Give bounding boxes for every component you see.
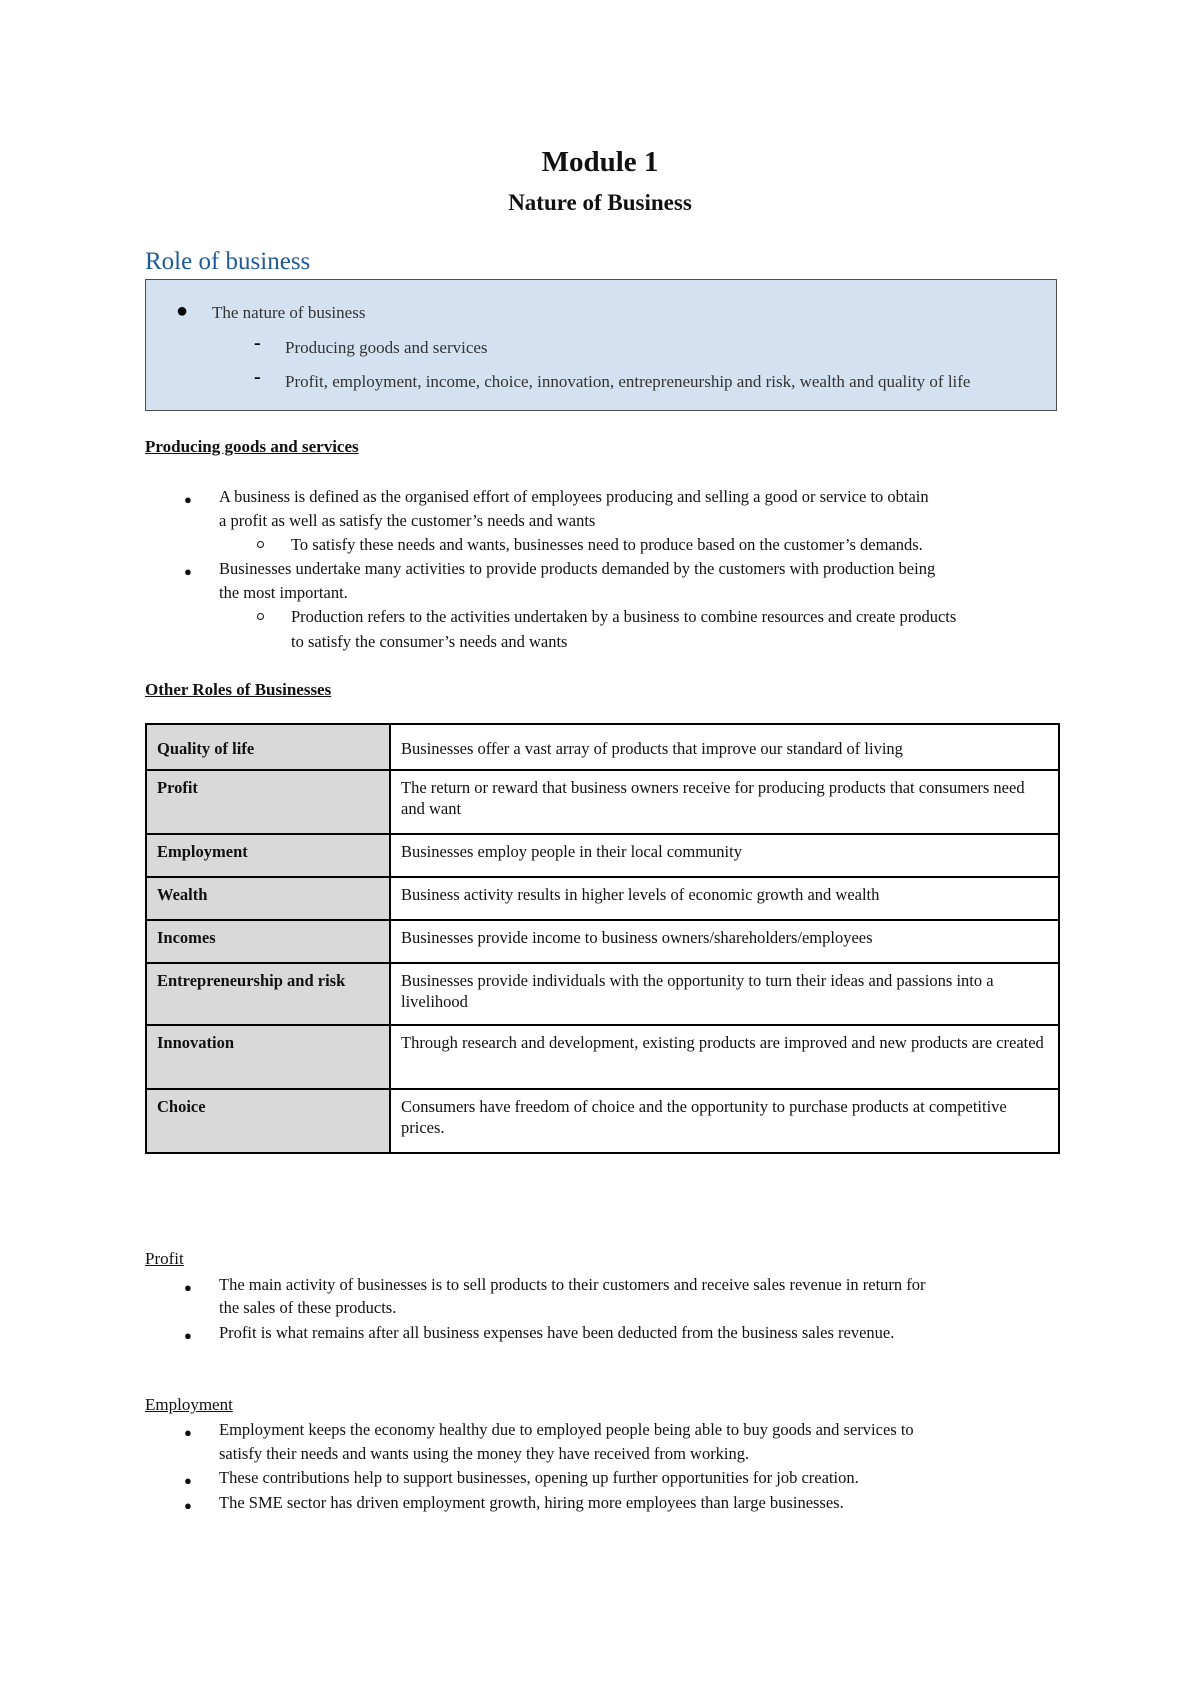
table-row xyxy=(146,963,1059,1025)
table-row xyxy=(146,877,1059,920)
sub-bullet-text-continued: to satisfy the consumer’s needs and wants xyxy=(291,632,568,651)
role-term: Employment xyxy=(146,834,390,877)
summary-dash-item: Profit, employment, income, choice, innovation, entrepreneurship and risk, wealth and quality of life xyxy=(285,372,971,391)
dash-icon: - xyxy=(254,332,261,354)
subheading-other-roles: Other Roles of Businesses xyxy=(145,680,332,699)
roles-table xyxy=(145,723,1060,1154)
bullet-text: Businesses undertake many activities to provide products demanded by the customers with production being xyxy=(219,559,936,578)
role-term: Profit xyxy=(146,770,390,834)
role-term: Entrepreneurship and risk xyxy=(146,963,390,1025)
bullet-icon: ● xyxy=(184,1328,192,1343)
bullet-text: These contributions help to support businesses, opening up further opportunities for job creation. xyxy=(219,1468,859,1487)
bullet-text: A business is defined as the organised effort of employees producing and selling a good or service to obtain xyxy=(219,487,929,506)
bullet-text-continued: satisfy their needs and wants using the money they have received from working. xyxy=(219,1444,750,1463)
table-row xyxy=(146,834,1059,877)
bullet-icon: ● xyxy=(184,1280,192,1295)
bullet-text-continued: a profit as well as satisfy the customer’s needs and wants xyxy=(219,511,596,530)
bullet-icon: ● xyxy=(184,564,192,579)
summary-box xyxy=(145,279,1057,411)
bullet-icon: ● xyxy=(184,1473,192,1488)
bullet-icon: ● xyxy=(184,1498,192,1513)
bullet-text-continued: the most important. xyxy=(219,583,348,602)
bullet-text-continued: the sales of these products. xyxy=(219,1298,397,1317)
hollow-bullet-icon xyxy=(257,613,264,620)
table-row xyxy=(146,920,1059,963)
subheading-profit: Profit xyxy=(145,1249,184,1268)
role-description: Businesses provide income to business owners/shareholders/employees xyxy=(390,920,1059,963)
bullet-text: The main activity of businesses is to sell products to their customers and receive sales revenue in return for xyxy=(219,1275,926,1294)
hollow-bullet-icon xyxy=(257,541,264,548)
role-term: Innovation xyxy=(146,1025,390,1089)
table-row xyxy=(146,1089,1059,1153)
table-row xyxy=(146,770,1059,834)
role-term: Wealth xyxy=(146,877,390,920)
table-row xyxy=(146,724,1059,770)
page-title: Module 1 xyxy=(541,146,659,178)
page-subtitle: Nature of Business xyxy=(508,190,692,215)
bullet-icon: ● xyxy=(176,300,189,322)
role-description: Consumers have freedom of choice and the opportunity to purchase products at competitive prices. xyxy=(390,1089,1059,1153)
role-description: Through research and development, existing products are improved and new products are created xyxy=(390,1025,1059,1089)
bullet-icon: ● xyxy=(184,1425,192,1440)
role-description: Businesses provide individuals with the opportunity to turn their ideas and passions into a livelihood xyxy=(390,963,1059,1025)
role-term: Incomes xyxy=(146,920,390,963)
bullet-text: Profit is what remains after all business expenses have been deducted from the business sales revenue. xyxy=(219,1323,895,1342)
bullet-text: Employment keeps the economy healthy due to employed people being able to buy goods and services to xyxy=(219,1420,914,1439)
role-term: Choice xyxy=(146,1089,390,1153)
bullet-text: The SME sector has driven employment growth, hiring more employees than large businesses. xyxy=(219,1493,844,1512)
bullet-icon: ● xyxy=(184,492,192,507)
role-description: Businesses offer a vast array of products that improve our standard of living xyxy=(390,724,1059,770)
summary-bullet-text: The nature of business xyxy=(212,303,366,322)
dash-icon: - xyxy=(254,366,261,388)
section-heading-role-of-business: Role of business xyxy=(145,248,311,275)
subheading-producing: Producing goods and services xyxy=(145,437,359,456)
sub-bullet-text: To satisfy these needs and wants, businesses need to produce based on the customer’s demands. xyxy=(291,535,923,554)
summary-dash-item: Producing goods and services xyxy=(285,338,488,357)
role-description: Businesses employ people in their local community xyxy=(390,834,1059,877)
subheading-employment: Employment xyxy=(145,1395,233,1414)
sub-bullet-text: Production refers to the activities undertaken by a business to combine resources and create products xyxy=(291,607,957,626)
table-row xyxy=(146,1025,1059,1089)
role-description: Business activity results in higher levels of economic growth and wealth xyxy=(390,877,1059,920)
role-term: Quality of life xyxy=(146,724,390,770)
role-description: The return or reward that business owners receive for producing products that consumers need and want xyxy=(390,770,1059,834)
